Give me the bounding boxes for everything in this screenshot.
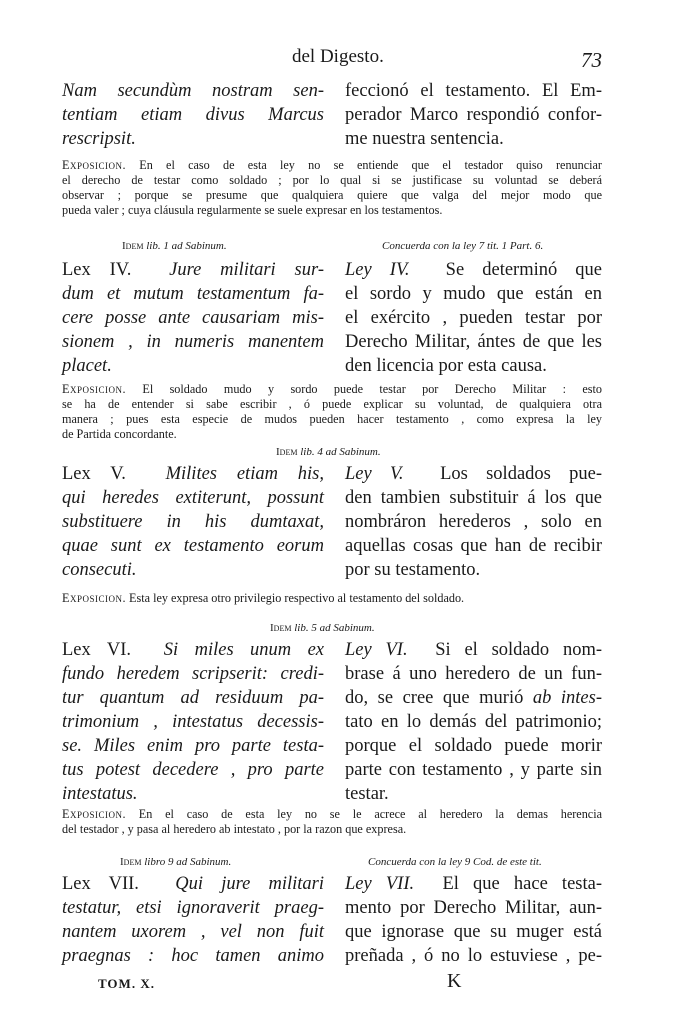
exposicion-text: En el caso de esta ley no se entiende que el testador quiso renunciar bbox=[126, 158, 602, 172]
latin-line: consecuti. bbox=[62, 560, 137, 580]
exposicion-4 bbox=[62, 807, 602, 837]
spanish-line: perador Marco respondió confor- bbox=[345, 105, 602, 125]
exposicion-text: manera ; pues esta especie de mudos pueden hacer testamento , como expresa la ley bbox=[62, 412, 602, 426]
spanish-line: mento por Derecho Militar, aun- bbox=[345, 898, 602, 918]
exposicion-2 bbox=[62, 382, 602, 442]
citation-right: Concuerda con la ley 7 tit. 1 Part. 6. bbox=[382, 240, 544, 252]
latin-line: intestatus. bbox=[62, 784, 138, 804]
running-title: del Digesto. bbox=[292, 46, 384, 67]
spanish-line: do, se cree que murió bbox=[345, 688, 524, 708]
law-block-lex-vii bbox=[62, 872, 602, 970]
spanish-line: den tambien substituir á los que bbox=[345, 488, 602, 508]
ley-number: Ley VII. bbox=[345, 874, 415, 894]
exposicion-1 bbox=[62, 158, 602, 218]
latin-line: praegnas : hoc tamen animo bbox=[62, 946, 324, 966]
law-block-lex-iv bbox=[62, 258, 602, 380]
latin-line: quae sunt ex testamento eorum bbox=[62, 536, 324, 556]
latin-line: cere posse ante causariam mis- bbox=[62, 308, 324, 328]
spanish-column bbox=[345, 79, 602, 151]
citation-left: Idem lib. 4 ad Sabinum. bbox=[276, 446, 381, 458]
spanish-column: Ley V. Los soldados pue- den tambien substituir á los que nombráron herederos , solo en aquellas cosas que han de recibir por su testamento. bbox=[345, 464, 602, 580]
lex-number: Lex VI. bbox=[62, 640, 131, 660]
spanish-line: den licencia por esta causa. bbox=[345, 356, 547, 376]
spanish-line: parte con testamento , y parte sin bbox=[345, 760, 602, 780]
latin-column: Lex V. Milites etiam his, qui heredes extiterunt, possunt substituere in his dumtaxat, quae sunt ex testamento eorum consecuti. bbox=[62, 464, 325, 580]
latin-line: placet. bbox=[62, 356, 112, 376]
ley-number: Ley VI. bbox=[345, 640, 408, 660]
page-number: 73 bbox=[581, 48, 602, 72]
latin-column bbox=[62, 79, 324, 151]
latin-line: dum et mutum testamentum fa- bbox=[62, 284, 324, 304]
latin-line: tentiam etiam divus Marcus bbox=[62, 105, 324, 125]
exposicion-text: observar ; porque se presume que qualquiera quiere que valga del mejor modo que bbox=[62, 188, 602, 202]
latin-line: sionem , in numeris manentem bbox=[62, 332, 324, 352]
latin-line: se. Miles enim pro parte testa- bbox=[62, 736, 324, 756]
exposicion-label: Exposicion. bbox=[62, 807, 126, 821]
law-block-continuation bbox=[62, 79, 602, 153]
latin-line: trimonium , intestatus decessis- bbox=[62, 712, 324, 732]
spanish-column: Ley VII. El que hace testa- mento por Derecho Militar, aun- que ignorase que su muger está preñada , ó no lo estuviese , pe- bbox=[345, 874, 602, 966]
latin-line: fundo heredem scripserit: credi- bbox=[62, 664, 324, 684]
latin-line: testatur, etsi ignoraverit praeg- bbox=[62, 898, 324, 918]
latin-line: rescripsit. bbox=[62, 129, 136, 149]
running-header bbox=[62, 46, 602, 74]
latin-column: Lex VII. Qui jure militari testatur, etsi ignoraverit praeg- nantem uxorem , vel non fuit praegnas : hoc tamen animo bbox=[62, 874, 325, 966]
citation-left: Idem lib. 1 ad Sabinum. bbox=[122, 240, 227, 252]
exposicion-label: Exposicion. bbox=[62, 158, 126, 172]
spanish-line: porque el soldado puede morir bbox=[345, 736, 602, 756]
exposicion-label: Exposicion. bbox=[62, 382, 126, 396]
exposicion-text: de Partida concordante. bbox=[62, 427, 177, 441]
latin-column: Lex IV. Jure militari sur- dum et mutum testamentum fa- cere posse ante causariam mis- sionem , in numeris manentem placet. bbox=[62, 260, 324, 376]
signature-mark: K bbox=[447, 970, 462, 992]
citation-right: Concuerda con la ley 9 Cod. de este tit. bbox=[368, 856, 542, 868]
lex-number: Lex IV. bbox=[62, 260, 132, 280]
spanish-line: aquellas cosas que han de recibir bbox=[345, 536, 602, 556]
spanish-line: el sordo y mudo que están en bbox=[345, 284, 602, 304]
spanish-line: tato en lo demás del patrimonio; bbox=[345, 712, 602, 732]
ley-number: Ley IV. bbox=[345, 260, 410, 280]
latin-line: tur quantum ad residuum pa- bbox=[62, 688, 324, 708]
spanish-column: Ley IV. Se determinó que el sordo y mudo que están en el exército , pueden testar por Derecho Militar, ántes de que les den licencia por esta causa. bbox=[345, 260, 603, 376]
lex-number: Lex VII. bbox=[62, 874, 139, 894]
spanish-line: que ignorase que su muger está bbox=[345, 922, 602, 942]
spanish-italic-phrase: ab intes- bbox=[532, 688, 603, 708]
spanish-line: brase á uno heredero de un fun- bbox=[345, 664, 602, 684]
exposicion-text: del testador , y pasa al heredero ab intestato , por la razon que expresa. bbox=[62, 822, 407, 836]
exposicion-text: se ha de entender si sabe escribir , ó puede explicar su voluntad, de qualquiera otra bbox=[62, 397, 602, 411]
exposicion-text: el derecho de testar como soldado ; por lo qual si se justificase su voluntad se deberá bbox=[62, 173, 602, 187]
latin-line: tus potest decedere , pro parte bbox=[62, 760, 324, 780]
exposicion-3 bbox=[62, 591, 602, 606]
law-block-lex-vi bbox=[62, 638, 602, 808]
exposicion-text: Esta ley expresa otro privilegio respectivo al testamento del soldado. bbox=[126, 591, 465, 605]
exposicion-label: Exposicion. bbox=[62, 591, 126, 605]
spanish-column: Ley VI. Si el soldado nom- brase á uno heredero de un fun- do, se cree que murió ab intes- tato en lo demás del patrimonio; porque el soldado puede morir parte con testamento , y parte sin testar. bbox=[345, 640, 603, 804]
exposicion-text: pueda valer ; cuya cláusula regularmente se suele expresar en los testamentos. bbox=[62, 203, 443, 217]
latin-line: Nam secundùm nostram sen- bbox=[62, 81, 324, 101]
law-block-lex-v bbox=[62, 462, 602, 584]
spanish-line: me nuestra sentencia. bbox=[345, 129, 504, 149]
latin-line: nantem uxorem , vel non fuit bbox=[62, 922, 324, 942]
ley-number: Ley V. bbox=[345, 464, 404, 484]
latin-column: Lex VI. Si miles unum ex fundo heredem scripserit: credi- tur quantum ad residuum pa- trimonium , intestatus decessis- se. Miles enim pro parte testa- tus potest decedere , pro parte intestatus. bbox=[62, 640, 324, 804]
spanish-line: Derecho Militar, ántes de que les bbox=[345, 332, 602, 352]
volume-mark: TOM. X. bbox=[98, 976, 155, 991]
spanish-line: testar. bbox=[345, 784, 389, 804]
citation-left: Idem lib. 5 ad Sabinum. bbox=[270, 622, 375, 634]
spanish-line: preñada , ó no lo estuviese , pe- bbox=[345, 946, 602, 966]
spanish-line: nombráron herederos , solo en bbox=[345, 512, 602, 532]
spanish-line: feccionó el testamento. El Em- bbox=[345, 81, 602, 101]
latin-line: qui heredes extiterunt, possunt bbox=[62, 488, 324, 508]
spanish-line: el exército , pueden testar por bbox=[345, 308, 602, 328]
citation-left: Idem libro 9 ad Sabinum. bbox=[120, 856, 232, 868]
spanish-line: por su testamento. bbox=[345, 560, 481, 580]
latin-line: substituere in his dumtaxat, bbox=[62, 512, 324, 532]
exposicion-text: El soldado mudo y sordo puede testar por Derecho Militar : esto bbox=[126, 382, 602, 396]
exposicion-text: En el caso de esta ley no se le acrece al heredero la demas herencia bbox=[126, 807, 602, 821]
lex-number: Lex V. bbox=[62, 464, 126, 484]
